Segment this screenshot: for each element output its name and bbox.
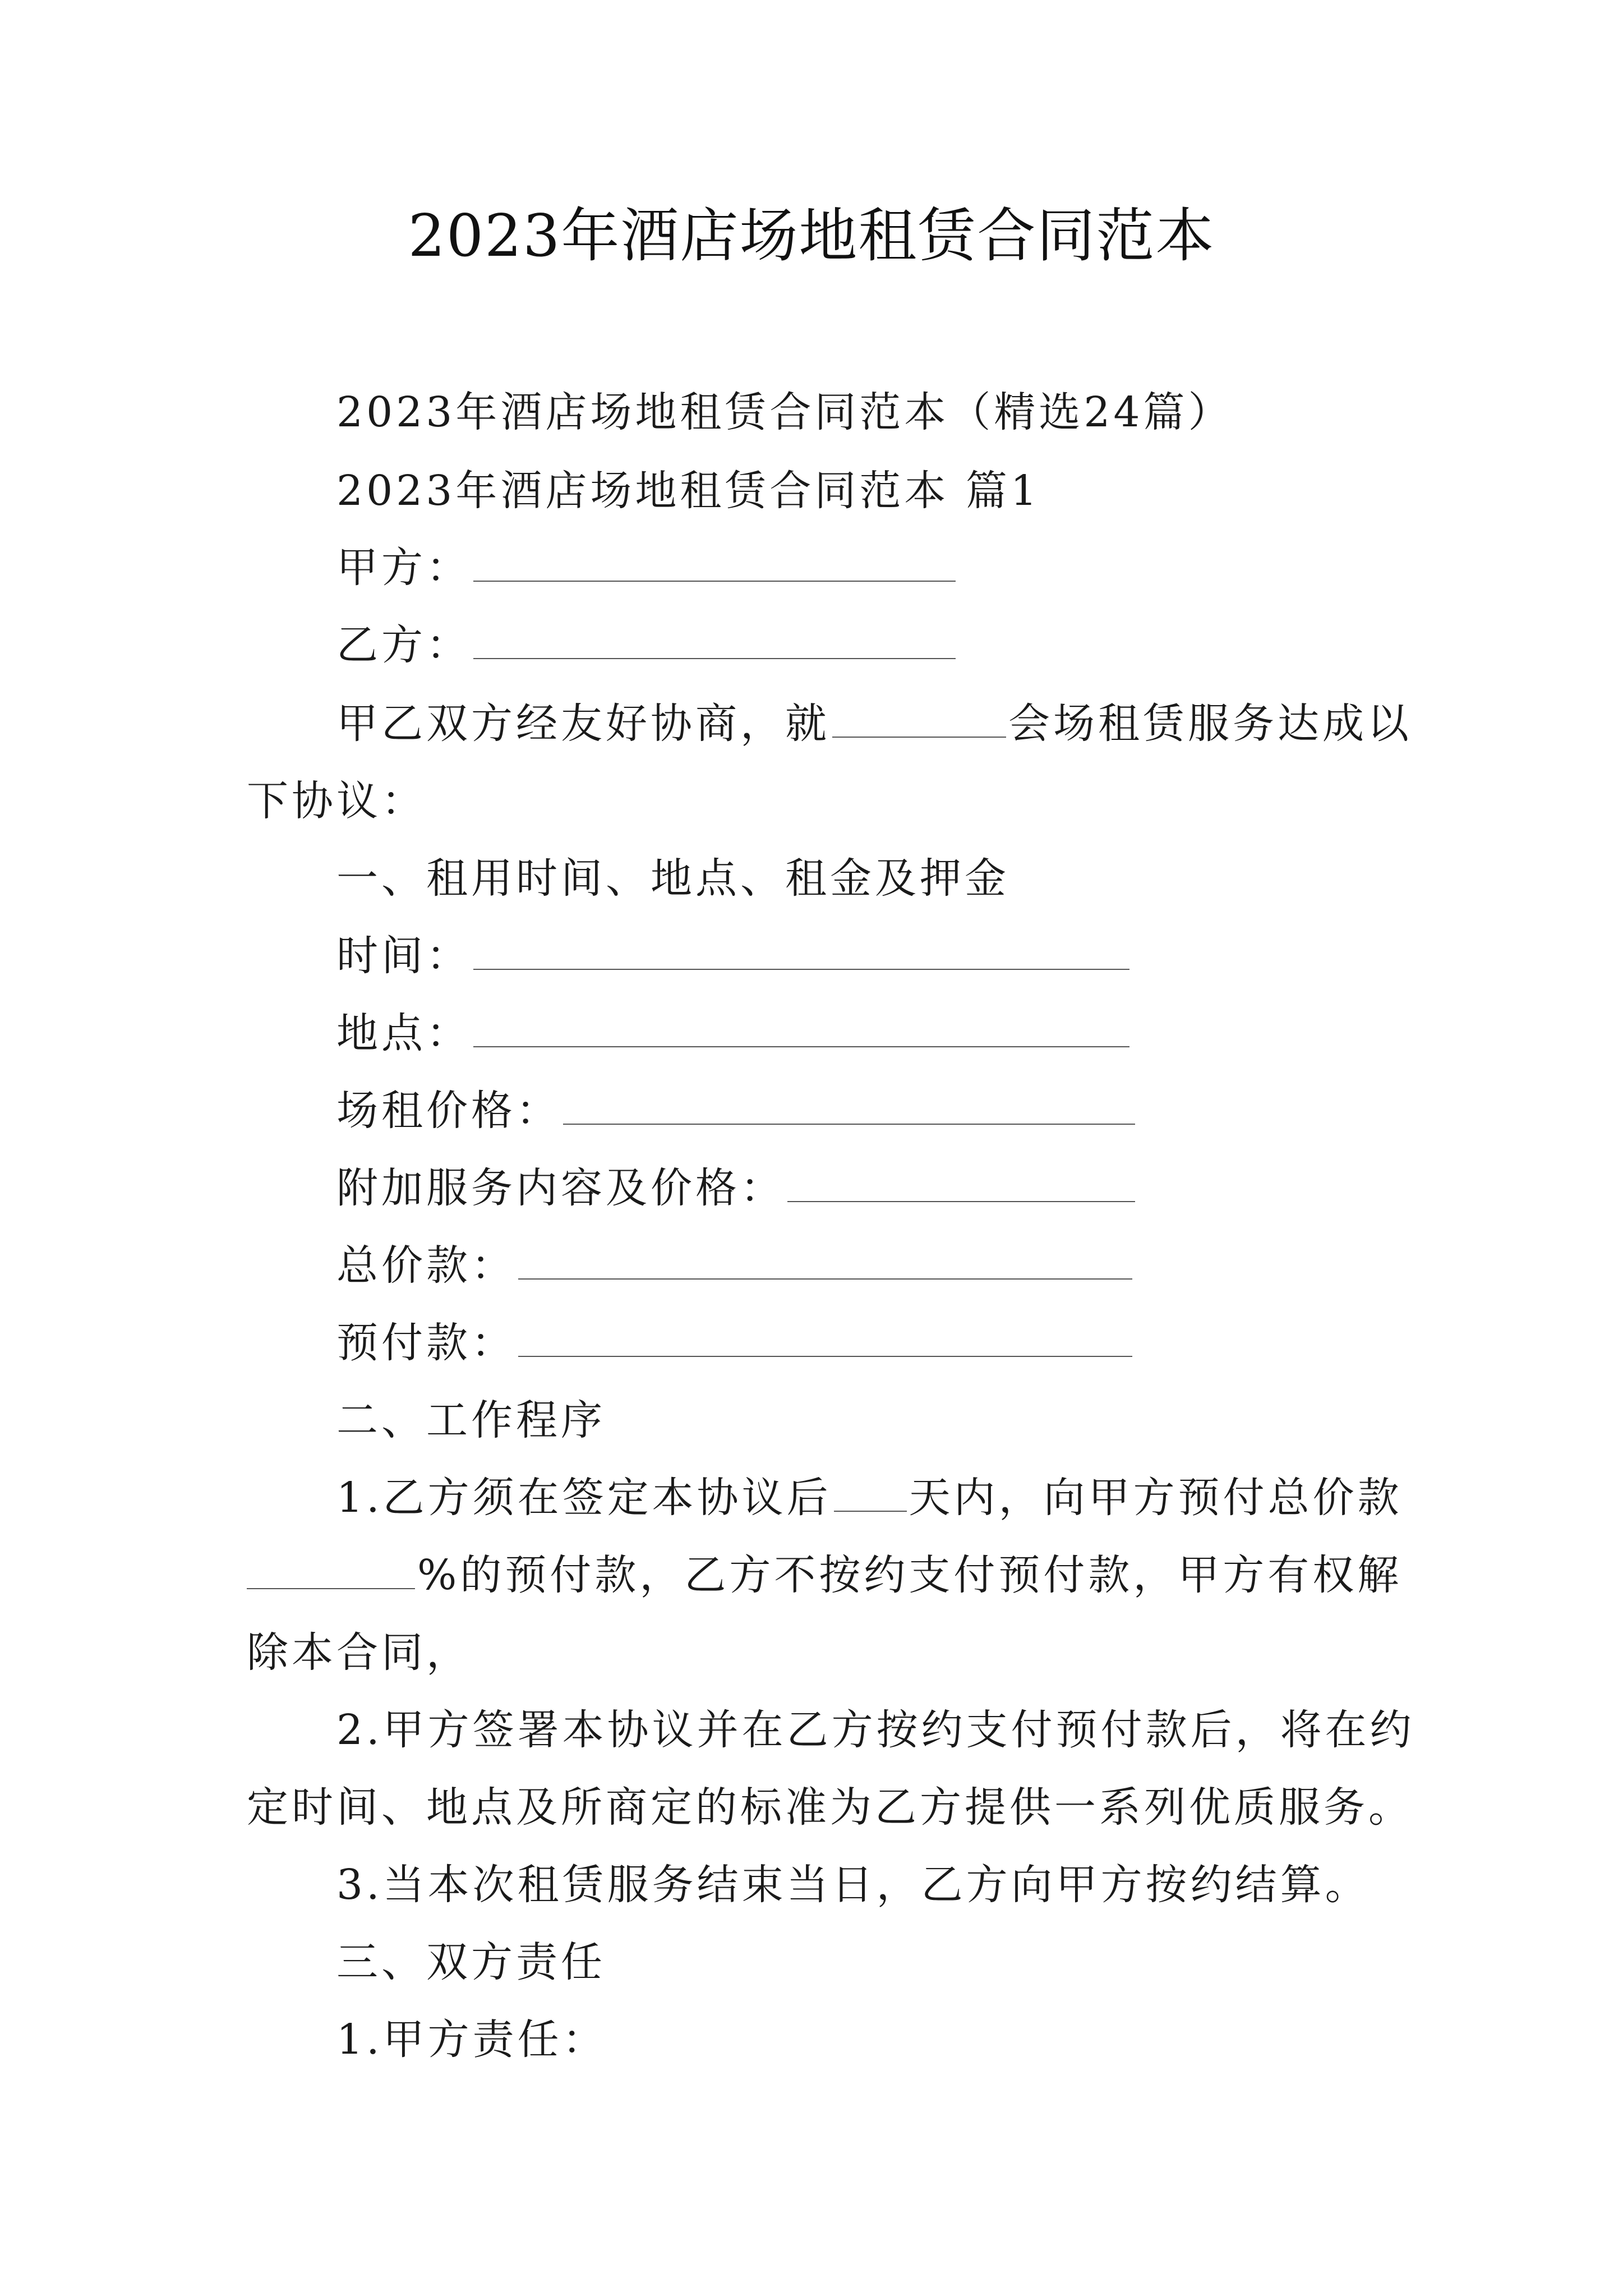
item3-line: 3.当本次租赁服务结束当日，乙方向甲方按约结算。 xyxy=(336,1861,1370,1909)
item1-part1: 1.乙方须在签定本协议后 xyxy=(336,1474,832,1522)
place-blank xyxy=(473,1014,1129,1047)
prepay-label: 预付款： xyxy=(336,1319,516,1367)
intro-continuation: 下协议： xyxy=(247,777,426,825)
section1-title: 一、租用时间、地点、租金及押金 xyxy=(336,854,1009,903)
total-label: 总价款： xyxy=(336,1241,516,1290)
item1-line2 xyxy=(247,1547,1402,1603)
item1-line2-text: %的预付款，乙方不按约支付预付款，甲方有权解 xyxy=(417,1551,1403,1599)
item1-line1 xyxy=(336,1470,1403,1526)
extra-service-label: 附加服务内容及价格： xyxy=(336,1164,785,1212)
party-b-blank xyxy=(473,625,956,659)
item2-line2: 定时间、地点及所商定的标准为乙方提供一系列优质服务。 xyxy=(247,1783,1413,1832)
item1-part2: 天内，向甲方预付总价款 xyxy=(909,1474,1403,1522)
party-a-label: 甲方： xyxy=(336,544,471,592)
rent-label: 场租价格： xyxy=(336,1087,561,1135)
prepay-line xyxy=(336,1315,1135,1371)
duty1-line: 1.甲方责任： xyxy=(336,2016,607,2064)
percent-blank xyxy=(247,1556,415,1589)
intro-part1: 甲乙双方经友好协商，就 xyxy=(336,700,830,748)
party-a-blank xyxy=(473,548,956,582)
extra-service-blank xyxy=(787,1168,1135,1202)
days-blank xyxy=(834,1478,907,1512)
section2-title: 二、工作程序 xyxy=(336,1396,606,1444)
document-subtitle: 2023年酒店场地租赁合同范本（精选24篇） xyxy=(336,388,1233,436)
total-blank xyxy=(518,1246,1132,1280)
rent-blank xyxy=(563,1091,1135,1125)
intro-part2: 会场租赁服务达成以 xyxy=(1008,700,1412,748)
section3-title: 三、双方责任 xyxy=(336,1938,606,1986)
item1-line3: 除本合同， xyxy=(247,1628,471,1677)
item2-line1: 2.甲方签署本协议并在乙方按约支付预付款后，将在约 xyxy=(336,1706,1415,1754)
rent-line xyxy=(336,1083,1137,1139)
total-line xyxy=(336,1237,1135,1294)
prepay-blank xyxy=(518,1323,1132,1357)
section-heading: 2023年酒店场地租赁合同范本 篇1 xyxy=(336,467,1040,515)
party-b-label: 乙方： xyxy=(336,621,471,669)
document-title: 2023年酒店场地租赁合同范本 xyxy=(408,201,1215,270)
time-line xyxy=(336,928,1132,984)
party-b-line xyxy=(336,617,958,673)
intro-line xyxy=(336,696,1412,752)
time-blank xyxy=(473,936,1129,970)
extra-service-line xyxy=(336,1160,1137,1216)
place-line xyxy=(336,1005,1132,1061)
place-label: 地点： xyxy=(336,1009,471,1057)
party-a-line xyxy=(336,540,958,596)
venue-name-blank xyxy=(832,704,1006,738)
time-label: 时间： xyxy=(336,932,471,980)
